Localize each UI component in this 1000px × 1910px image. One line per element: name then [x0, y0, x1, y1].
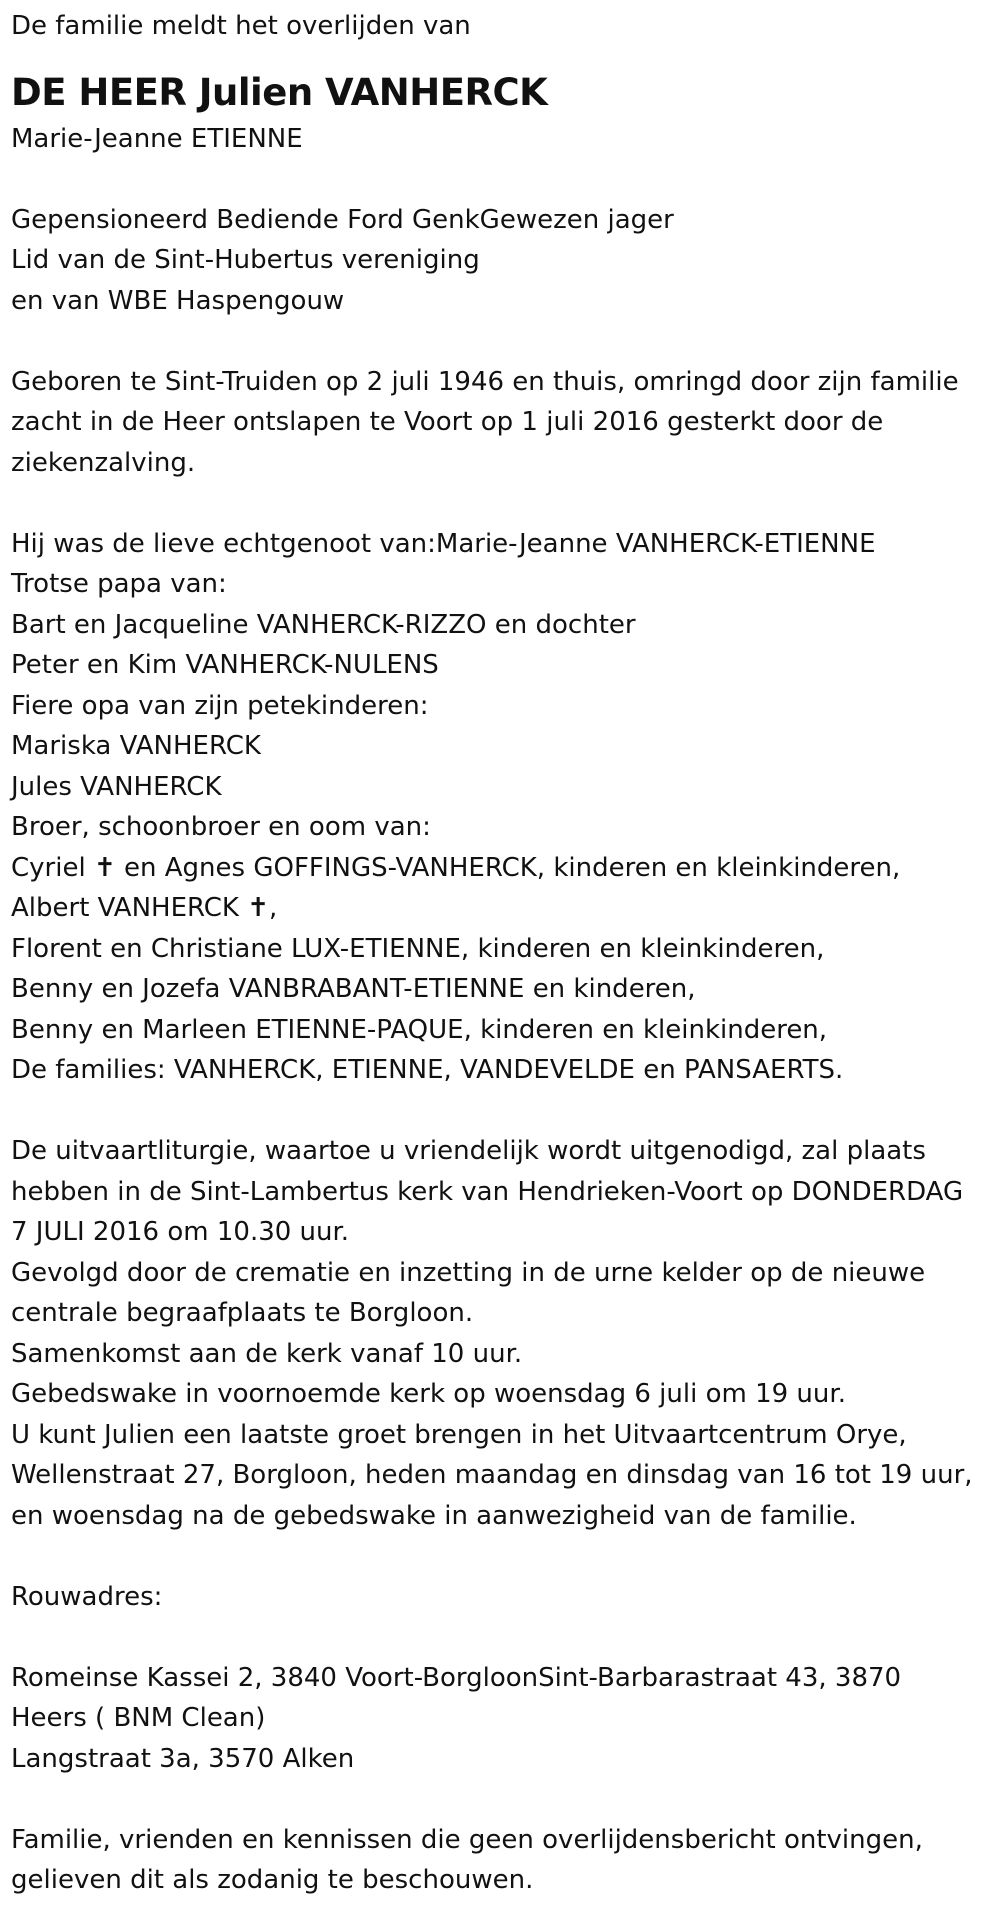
funeral-block — [11, 1131, 1000, 1536]
address-line: Langstraat 3a, 3570 Alken — [11, 1743, 355, 1774]
sibling-name: Albert VANHERCK — [11, 893, 248, 923]
funeral-line: Samenkomst aan de kerk vanaf 10 uur. — [11, 1338, 523, 1369]
funeral-line: 7 JULI 2016 om 10.30 uur. — [11, 1217, 350, 1247]
closing-block — [11, 1820, 1000, 1901]
funeral-line: en woensdag na de gebedswake in aanwezigheid van de familie. — [11, 1500, 857, 1531]
occupation-line: Lid van de Sint-Hubertus vereniging — [11, 245, 480, 275]
funeral-line: Wellenstraat 27, Borgloon, heden maandag en dinsdag van 16 tot 19 uur, — [11, 1460, 973, 1490]
spacer — [11, 1779, 1000, 1820]
funeral-line: U kunt Julien een laatste groet brengen in het Uitvaartcentrum Orye, — [11, 1419, 907, 1450]
sibling-line: Florent en Christiane LUX-ETIENNE, kinderen en kleinkinderen, — [11, 933, 825, 964]
grandchild-line: Mariska VANHERCK — [11, 731, 261, 761]
sibling-rest: en Agnes GOFFINGS-VANHERCK, kinderen en kleinkinderen, — [115, 852, 901, 883]
sibling-rest: , — [269, 893, 278, 923]
address-line: Heers ( BNM Clean) — [11, 1703, 266, 1733]
rouwadres-label: Rouwadres: — [11, 1581, 163, 1612]
spacer — [11, 483, 1000, 524]
occupation-line: Gepensioneerd Bediende Ford GenkGewezen jager — [11, 204, 674, 235]
cross-icon: ✝ — [247, 893, 270, 923]
opa-label: Fiere opa van zijn petekinderen: — [11, 690, 429, 721]
papa-label: Trotse papa van: — [11, 569, 227, 599]
spouse-name: Marie-Jeanne ETIENNE — [11, 123, 303, 154]
occupation-line: en van WBE Haspengouw — [11, 285, 345, 316]
sibling-line — [11, 888, 1000, 929]
birth-death-line: ziekenzalving. — [11, 447, 196, 478]
spouse-line: Hij was de lieve echtgenoot van:Marie-Jeanne VANHERCK-ETIENNE — [11, 528, 876, 559]
address-block — [11, 1658, 1000, 1780]
sibling-name: Cyriel — [11, 852, 94, 883]
address-line: Romeinse Kassei 2, 3840 Voort-BorgloonSint-Barbarastraat 43, 3870 — [11, 1662, 902, 1693]
closing-line: Familie, vrienden en kennissen die geen overlijdensbericht ontvingen, — [11, 1824, 923, 1855]
family-block — [11, 524, 1000, 1091]
child-line: Peter en Kim VANHERCK-NULENS — [11, 650, 439, 680]
occupation-block — [11, 200, 1000, 322]
sibling-line: Benny en Marleen ETIENNE-PAQUE, kinderen en kleinkinderen, — [11, 1014, 828, 1045]
closing-line: gelieven dit als zodanig te beschouwen. — [11, 1865, 534, 1895]
funeral-line: De uitvaartliturgie, waartoe u vriendelijk wordt uitgenodigd, zal plaats — [11, 1136, 926, 1166]
cross-icon: ✝ — [93, 852, 116, 883]
families-line: De families: VANHERCK, ETIENNE, VANDEVELDE en PANSAERTS. — [11, 1055, 844, 1085]
intro-text: De familie meldt het overlijden van — [11, 11, 471, 41]
birth-death-line: Geboren te Sint-Truiden op 2 juli 1946 en thuis, omringd door zijn familie — [11, 366, 959, 397]
spacer — [11, 1091, 1000, 1132]
spacer — [11, 321, 1000, 362]
spacer — [11, 159, 1000, 200]
sibling-line: Benny en Jozefa VANBRABANT-ETIENNE en kinderen, — [11, 974, 696, 1004]
sibling-line — [11, 848, 1000, 889]
funeral-line: centrale begraafplaats te Borgloon. — [11, 1298, 474, 1328]
spacer — [11, 1536, 1000, 1577]
funeral-line: Gevolgd door de crematie en inzetting in de urne kelder op de nieuwe — [11, 1257, 926, 1288]
funeral-line: hebben in de Sint-Lambertus kerk van Hendrieken-Voort op DONDERDAG — [11, 1176, 964, 1207]
grandchild-line: Jules VANHERCK — [11, 771, 222, 802]
birth-death-line: zacht in de Heer ontslapen te Voort op 1 juli 2016 gesterkt door de — [11, 407, 884, 437]
child-line: Bart en Jacqueline VANHERCK-RIZZO en dochter — [11, 609, 636, 640]
siblings-label: Broer, schoonbroer en oom van: — [11, 812, 431, 842]
birth-death-block — [11, 362, 1000, 484]
deceased-name: DE HEER Julien VANHERCK — [11, 70, 548, 114]
spacer — [11, 1617, 1000, 1658]
funeral-line: Gebedswake in voornoemde kerk op woensdag 6 juli om 19 uur. — [11, 1379, 846, 1409]
